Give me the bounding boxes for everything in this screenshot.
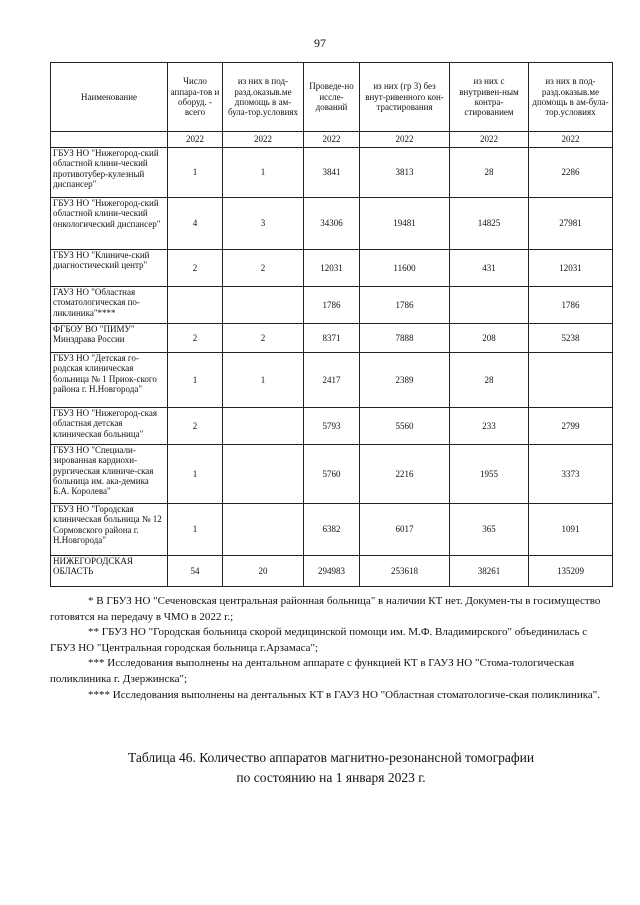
header-cell: Число аппара-тов и оборуд. - всего <box>168 63 223 132</box>
value-cell: 54 <box>168 556 223 587</box>
org-name-cell: ГБУЗ НО "Специали-зированная кардиохи-рургическая клиниче-ская больница им. ака-демика Б.А. Королева" <box>51 445 168 504</box>
value-cell: 5760 <box>304 445 360 504</box>
table-row <box>51 148 613 198</box>
value-cell: 2389 <box>360 353 450 408</box>
org-name-cell: ГБУЗ НО "Нижегород-ский областной клини-ческий онкологический диспансер" <box>51 198 168 250</box>
value-cell: 1091 <box>529 504 613 556</box>
caption-line: Таблица 46. Количество аппаратов магнитно-резонансной томографии <box>127 750 535 765</box>
value-cell <box>168 287 223 324</box>
year-cell: 2022 <box>450 132 529 148</box>
value-cell: 3841 <box>304 148 360 198</box>
value-cell: 5560 <box>360 408 450 445</box>
value-cell: 11600 <box>360 250 450 287</box>
value-cell: 12031 <box>304 250 360 287</box>
value-cell: 34306 <box>304 198 360 250</box>
value-cell <box>223 287 304 324</box>
value-cell: 1786 <box>304 287 360 324</box>
value-cell: 6017 <box>360 504 450 556</box>
table-row <box>51 198 613 250</box>
value-cell: 208 <box>450 324 529 353</box>
value-cell <box>450 287 529 324</box>
table-row <box>51 445 613 504</box>
header-cell: из них (гр 3) без внут-ривенного кон-трастирования <box>360 63 450 132</box>
year-cell: 2022 <box>529 132 613 148</box>
value-cell: 7888 <box>360 324 450 353</box>
value-cell: 2216 <box>360 445 450 504</box>
value-cell: 1 <box>168 148 223 198</box>
value-cell: 2 <box>223 250 304 287</box>
org-name-cell: ГБУЗ НО "Нижегород-ская областная детская клиническая больница" <box>51 408 168 445</box>
org-name-cell: НИЖЕГОРОДСКАЯ ОБЛАСТЬ <box>51 556 168 587</box>
value-cell: 14825 <box>450 198 529 250</box>
header-cell: Проведе-но иссле-дований <box>304 63 360 132</box>
value-cell: 4 <box>168 198 223 250</box>
value-cell <box>223 504 304 556</box>
value-cell: 253618 <box>360 556 450 587</box>
value-cell: 2 <box>168 408 223 445</box>
table-row <box>51 324 613 353</box>
footnote: **** Исследования выполнены на дентальных КТ в ГАУЗ НО "Областная стоматологиче-ская поликлиника". <box>88 688 601 701</box>
value-cell: 2799 <box>529 408 613 445</box>
value-cell: 233 <box>450 408 529 445</box>
value-cell: 1 <box>168 504 223 556</box>
year-cell: 2022 <box>168 132 223 148</box>
year-cell: 2022 <box>223 132 304 148</box>
year-cell: 2022 <box>304 132 360 148</box>
value-cell: 1 <box>168 445 223 504</box>
value-cell: 294983 <box>304 556 360 587</box>
header-cell: из них в под-разд.оказыв.ме дпомощь в ам-була-тор.условиях <box>223 63 304 132</box>
value-cell: 3373 <box>529 445 613 504</box>
equipment-table <box>50 62 613 587</box>
org-name-cell: ФГБОУ ВО "ПИМУ" Минздрава России <box>51 324 168 353</box>
value-cell <box>529 353 613 408</box>
value-cell: 1786 <box>529 287 613 324</box>
value-cell: 431 <box>450 250 529 287</box>
table-row <box>51 287 613 324</box>
footnotes <box>50 594 612 703</box>
value-cell: 135209 <box>529 556 613 587</box>
value-cell: 2286 <box>529 148 613 198</box>
value-cell: 5238 <box>529 324 613 353</box>
value-cell: 3813 <box>360 148 450 198</box>
value-cell: 1 <box>168 353 223 408</box>
org-name-cell: ГАУЗ НО "Областная стоматологическая по-ликлиника"**** <box>51 287 168 324</box>
table-row <box>51 504 613 556</box>
caption-line: по состоянию на 1 января 2023 г. <box>236 770 426 786</box>
value-cell: 3 <box>223 198 304 250</box>
value-cell: 28 <box>450 148 529 198</box>
year-cell <box>51 132 168 148</box>
value-cell: 19481 <box>360 198 450 250</box>
value-cell: 12031 <box>529 250 613 287</box>
value-cell: 365 <box>450 504 529 556</box>
value-cell: 2417 <box>304 353 360 408</box>
org-name-cell: ГБУЗ НО "Клиниче-ский диагностический центр" <box>51 250 168 287</box>
value-cell: 38261 <box>450 556 529 587</box>
value-cell <box>223 445 304 504</box>
table-year-row <box>51 132 613 148</box>
value-cell: 2 <box>223 324 304 353</box>
value-cell: 27981 <box>529 198 613 250</box>
table-row <box>51 408 613 445</box>
table-caption <box>50 748 612 789</box>
org-name-cell: ГБУЗ НО "Городская клиническая больница № 12 Сормовского района г. Н.Новгорода" <box>51 504 168 556</box>
footnote: *** Исследования выполнены на дентальном аппарате с функцией КТ в ГАУЗ НО "Стома-тологическая поликлиника г. Дзержинска"; <box>50 657 575 686</box>
value-cell <box>223 408 304 445</box>
org-name-cell: ГБУЗ НО "Нижегород-ский областной клини-ческий противотубер-кулезный диспансер" <box>51 148 168 198</box>
value-cell: 1955 <box>450 445 529 504</box>
value-cell: 8371 <box>304 324 360 353</box>
value-cell: 1 <box>223 148 304 198</box>
table-row <box>51 353 613 408</box>
value-cell: 1786 <box>360 287 450 324</box>
table-row <box>51 556 613 587</box>
footnote: ** ГБУЗ НО "Городская больница скорой медицинской помощи им. М.Ф. Владимирского" объединилась с ГБУЗ НО "Центральная городская больница г.Арзамаса"; <box>50 626 588 654</box>
value-cell: 1 <box>223 353 304 408</box>
header-cell: Наименование <box>51 63 168 132</box>
value-cell: 20 <box>223 556 304 587</box>
header-cell: из них с внутривен-ным контра-стированием <box>450 63 529 132</box>
value-cell: 6382 <box>304 504 360 556</box>
year-cell: 2022 <box>360 132 450 148</box>
value-cell: 2 <box>168 250 223 287</box>
org-name-cell: ГБУЗ НО "Детская го-родская клиническая больница № 1 Приок-ского района г. Н.Новгорода" <box>51 353 168 408</box>
value-cell: 28 <box>450 353 529 408</box>
header-cell: из них в под-разд.оказыв.ме дпомощь в ам-була-тор.условиях <box>529 63 613 132</box>
value-cell: 5793 <box>304 408 360 445</box>
value-cell: 2 <box>168 324 223 353</box>
page-number: 97 <box>314 36 326 50</box>
table-header-row <box>51 63 613 132</box>
table-row <box>51 250 613 287</box>
footnote: * В ГБУЗ НО "Сеченовская центральная районная больница" в наличии КТ нет. Докумен-ты в госимущество готовятся на передачу в ЧМО в 2022 г.; <box>50 595 601 623</box>
